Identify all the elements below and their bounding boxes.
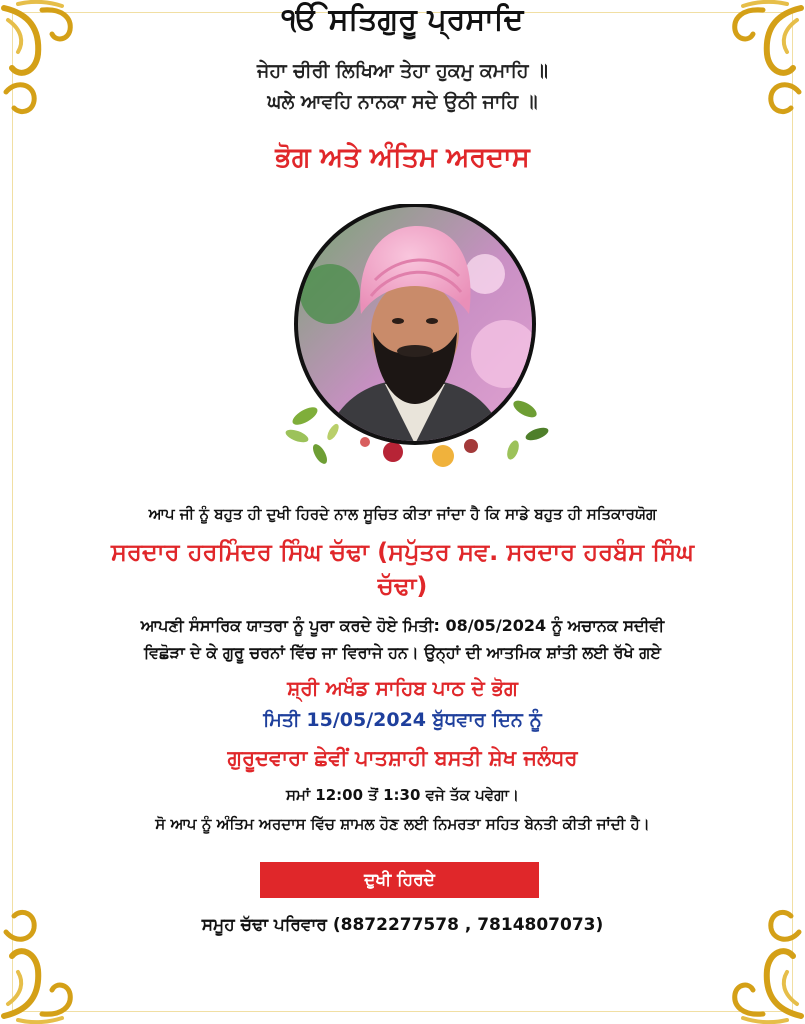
verse-line-1: ਜੇਹਾ ਚੀਰੀ ਲਿਖਿਆ ਤੇਹਾ ਹੁਕਮੁ ਕਮਾਹਿ ॥ [257,60,548,82]
body-text-line-2: ਵਿਛੋੜਾ ਦੇ ਕੇ ਗੁਰੂ ਚਰਨਾਂ ਵਿੱਚ ਜਾ ਵਿਰਾਜੇ ਹਨ। ਉਨ੍ਹਾਂ ਦੀ ਆਤਮਿਕ ਸ਼ਾਂਤੀ ਲਈ ਰੱਖੇ ਗਏ [143,643,662,662]
verse-line-2: ਘਲੇ ਆਵਹਿ ਨਾਨਕਾ ਸਦੇ ਉਠੀ ਜਾਹਿ ॥ [267,91,538,113]
deceased-name-line-2: ਚੱਢਾ) [377,572,428,600]
bhog-title: ਭੋਗ ਅਤੇ ਅੰਤਿਮ ਅਰਦਾਸ [275,142,530,173]
corner-ornament-bottom-left [0,894,110,1024]
ceremony-date: ਮਿਤੀ 15/05/2024 ਬੁੱਧਵਾਰ ਦਿਨ ਨੂੰ [263,709,542,731]
invitation-text: ਸੋ ਆਪ ਨੂੰ ਅੰਤਿਮ ਅਰਦਾਸ ਵਿੱਚ ਸ਼ਾਮਲ ਹੋਣ ਲਈ ਨਿਮਰਤਾ ਸਹਿਤ ਬੇਨਤੀ ਕੀਤੀ ਜਾਂਦੀ ਹੈ। [155,815,650,833]
grieving-label-banner [260,862,539,898]
portrait-photo [275,204,555,490]
path-title: ਸ਼੍ਰੀ ਅਖੰਡ ਸਾਹਿਬ ਪਾਠ ਦੇ ਭੋਗ [287,676,518,700]
intro-text: ਆਪ ਜੀ ਨੂੰ ਬਹੁਤ ਹੀ ਦੁਖੀ ਹਿਰਦੇ ਨਾਲ ਸੂਚਿਤ ਕੀਤਾ ਜਾਂਦਾ ਹੈ ਕਿ ਸਾਡੇ ਬਹੁਤ ਹੀ ਸਤਿਕਾਰਯੋਗ [148,505,657,523]
corner-ornament-bottom-right [695,894,805,1024]
ceremony-time: ਸਮਾਂ 12:00 ਤੋਂ 1:30 ਵਜੇ ਤੱਕ ਪਵੇਗਾ। [285,786,519,804]
ceremony-venue: ਗੁਰੂਦਵਾਰਾ ਛੇਵੀਂ ਪਾਤਸ਼ਾਹੀ ਬਸਤੀ ਸ਼ੇਖ ਜਲੰਧਰ [227,746,578,770]
mool-mantar-heading: ੴ ਸਤਿਗੁਰੂ ਪ੍ਰਸਾਦਿ [281,2,524,37]
deceased-name-line-1: ਸਰਦਾਰ ਹਰਮਿੰਦਰ ਸਿੰਘ ਚੱਢਾ (ਸਪੁੱਤਰ ਸਵ. ਸਰਦਾਰ ਹਰਬੰਸ ਸਿੰਘ [111,538,694,566]
family-contact: ਸਮੂਹ ਚੱਢਾ ਪਰਿਵਾਰ (8872277578 , 7814807073) [201,915,604,935]
grieving-label: ਦੁਖੀ ਹਿਰਦੇ [364,870,435,890]
body-text-line-1: ਆਪਣੀ ਸੰਸਾਰਿਕ ਯਾਤਰਾ ਨੂੰ ਪੂਰਾ ਕਰਦੇ ਹੋਏ ਮਿਤੀ: 08/05/2024 ਨੂੰ ਅਚਾਨਕ ਸਦੀਵੀ [140,616,665,635]
